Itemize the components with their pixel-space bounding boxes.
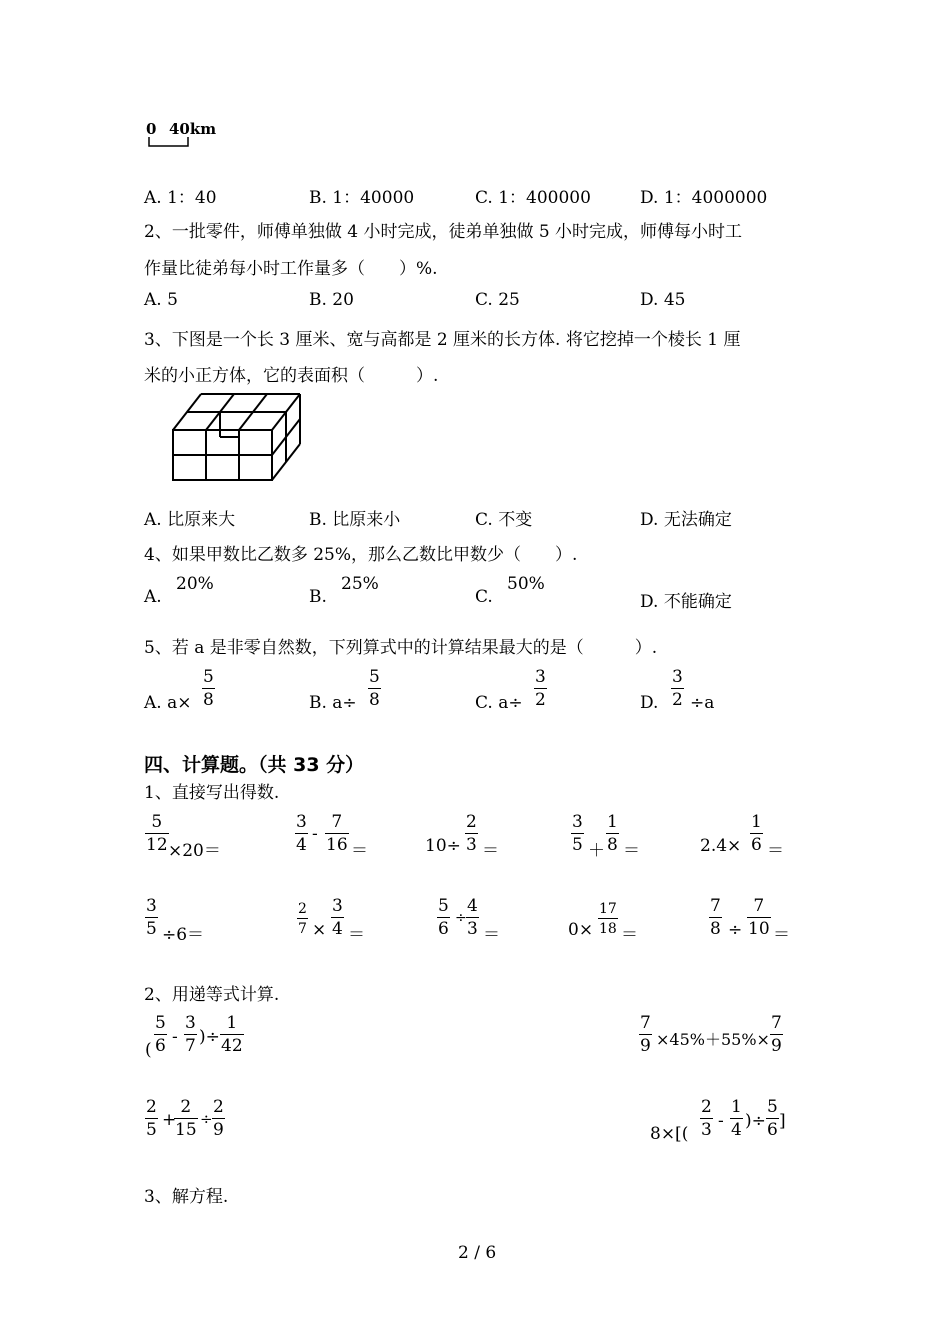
c1e-tail: ＝: [767, 841, 784, 861]
q1-option-d[interactable]: D. 1：4000000: [640, 188, 768, 208]
c2b-frac1: $\frac{2}{7}$: [298, 901, 307, 937]
sub-question-1: 1、直接写出得数.: [144, 783, 280, 803]
c1b-tail: ＝: [351, 841, 368, 861]
e3-frac1: $\frac{2}{5}$: [146, 1097, 157, 1140]
q5-option-a[interactable]: A. a×: [144, 693, 192, 713]
c1a-tail: ×20＝: [168, 841, 221, 861]
e1-op: -: [172, 1027, 178, 1047]
q4-option-c-value: 50%: [507, 574, 545, 594]
c2c-frac2: $\frac{4}{3}$: [467, 896, 478, 939]
e1-lparen: (: [145, 1040, 152, 1060]
e3-op2: ÷: [200, 1110, 213, 1128]
q1-option-c[interactable]: C. 1：400000: [475, 188, 591, 208]
c2e-tail: ＝: [773, 925, 790, 945]
c1d-tail: ＝: [623, 841, 640, 861]
e3-frac2: $\frac{2}{15}$: [175, 1097, 197, 1140]
page-number: 2 / 6: [458, 1243, 497, 1263]
c2a-tail: ÷6＝: [162, 925, 205, 945]
q4-option-d[interactable]: D. 不能确定: [640, 592, 732, 612]
q2-option-d[interactable]: D. 45: [640, 290, 686, 310]
q4-option-a-letter[interactable]: A.: [144, 587, 162, 607]
e1-frac3: $\frac{1}{42}$: [221, 1013, 243, 1056]
scale-bar: [146, 136, 192, 148]
c2d-head: 0×: [568, 920, 594, 940]
c2c-op: ÷: [455, 910, 467, 926]
q3-text-line1: 3、下图是一个长 3 厘米、宽与高都是 2 厘米的长方体. 将它挖掉一个棱长 1 厘: [144, 330, 741, 350]
c1c-head: 10÷: [425, 836, 461, 856]
scale-label: 40km: [169, 120, 217, 138]
e4-frac3: $\frac{5}{6}$: [767, 1097, 778, 1140]
c1a-frac: $\frac{5}{12}$: [146, 812, 168, 855]
e4-op: -: [718, 1111, 724, 1131]
c2e-frac1: $\frac{7}{8}$: [710, 896, 721, 939]
c2d-frac: $\frac{17}{18}$: [599, 901, 617, 937]
c2c-frac1: $\frac{5}{6}$: [438, 896, 449, 939]
q3-option-b[interactable]: B. 比原来小: [309, 510, 401, 530]
q5-option-c[interactable]: C. a÷: [475, 693, 523, 713]
q1-option-a[interactable]: A. 1：40: [144, 188, 217, 208]
c2e-frac2: $\frac{7}{10}$: [748, 896, 770, 939]
scale-zero: 0: [146, 120, 157, 138]
q2-text-line2: 作量比徒弟每小时工作量多（ ）%.: [144, 259, 438, 279]
q2-option-b[interactable]: B. 20: [309, 290, 354, 310]
q5-d-tail: ÷a: [690, 693, 715, 713]
c1b-op: -: [312, 824, 318, 844]
c1e-frac: $\frac{1}{6}$: [751, 812, 762, 855]
c1d-op: ＋: [588, 841, 605, 861]
q5-d-fraction: $\frac{3}{2}$: [672, 667, 683, 710]
q4-text: 4、如果甲数比乙数多 25%，那么乙数比甲数少（ ）.: [144, 545, 578, 565]
q5-a-fraction: $\frac{5}{8}$: [203, 667, 214, 710]
q4-option-a-value: 20%: [176, 574, 214, 594]
c1c-frac: $\frac{2}{3}$: [466, 812, 477, 855]
c1c-tail: ＝: [482, 841, 499, 861]
e4-tail: ]: [779, 1111, 786, 1131]
q3-option-d[interactable]: D. 无法确定: [640, 510, 732, 530]
e2-frac1: $\frac{7}{9}$: [640, 1013, 651, 1056]
e3-frac3: $\frac{2}{9}$: [213, 1097, 224, 1140]
e4-frac2: $\frac{1}{4}$: [731, 1097, 742, 1140]
c2e-op: ÷: [728, 920, 743, 940]
q5-c-fraction: $\frac{3}{2}$: [535, 667, 546, 710]
section-title: 四、计算题。（共 33 分）: [144, 754, 365, 776]
c1d-frac2: $\frac{1}{8}$: [607, 812, 618, 855]
c1b-frac2: $\frac{7}{16}$: [326, 812, 348, 855]
e1-rparen: )÷: [199, 1027, 220, 1047]
e4-frac1: $\frac{2}{3}$: [701, 1097, 712, 1140]
c2d-tail: ＝: [621, 925, 638, 945]
q5-option-b[interactable]: B. a÷: [309, 693, 357, 713]
e3-op1: +: [162, 1110, 177, 1130]
q2-option-c[interactable]: C. 25: [475, 290, 520, 310]
e2-mid: ×45%＋55%×: [656, 1030, 770, 1049]
q4-option-c-letter[interactable]: C.: [475, 587, 493, 607]
e1-frac1: $\frac{5}{6}$: [155, 1013, 166, 1056]
q3-text-line2: 米的小正方体，它的表面积（ ）.: [144, 366, 439, 386]
q1-option-b[interactable]: B. 1：40000: [309, 188, 415, 208]
q5-option-d[interactable]: D.: [640, 693, 659, 713]
q4-option-b-letter[interactable]: B.: [309, 587, 327, 607]
q3-option-a[interactable]: A. 比原来大: [144, 510, 236, 530]
sub-question-2: 2、用递等式计算.: [144, 985, 280, 1005]
c1d-frac1: $\frac{3}{5}$: [572, 812, 583, 855]
e4-head: 8×[(: [650, 1124, 689, 1144]
c2c-tail: ＝: [483, 925, 500, 945]
c2b-op: ×: [312, 920, 327, 940]
q5-text: 5、若 a 是非零自然数，下列算式中的计算结果最大的是（ ）.: [144, 638, 658, 658]
sub-question-3: 3、解方程.: [144, 1187, 229, 1207]
q3-option-c[interactable]: C. 不变: [475, 510, 533, 530]
c1e-head: 2.4×: [700, 836, 742, 856]
c2b-frac2: $\frac{3}{4}$: [332, 896, 343, 939]
e2-frac2: $\frac{7}{9}$: [771, 1013, 782, 1056]
q2-option-a[interactable]: A. 5: [144, 290, 178, 310]
c1b-frac1: $\frac{3}{4}$: [296, 812, 307, 855]
c2a-frac: $\frac{3}{5}$: [146, 896, 157, 939]
q2-text-line1: 2、一批零件，师傅单独做 4 小时完成，徒弟单独做 5 小时完成，师傅每小时工: [144, 222, 743, 242]
e1-frac2: $\frac{3}{7}$: [185, 1013, 196, 1056]
q4-option-b-value: 25%: [341, 574, 379, 594]
e4-rparen: )÷: [745, 1111, 766, 1131]
q5-b-fraction: $\frac{5}{8}$: [369, 667, 380, 710]
c2b-tail: ＝: [348, 925, 365, 945]
cuboid-figure: [170, 390, 310, 485]
